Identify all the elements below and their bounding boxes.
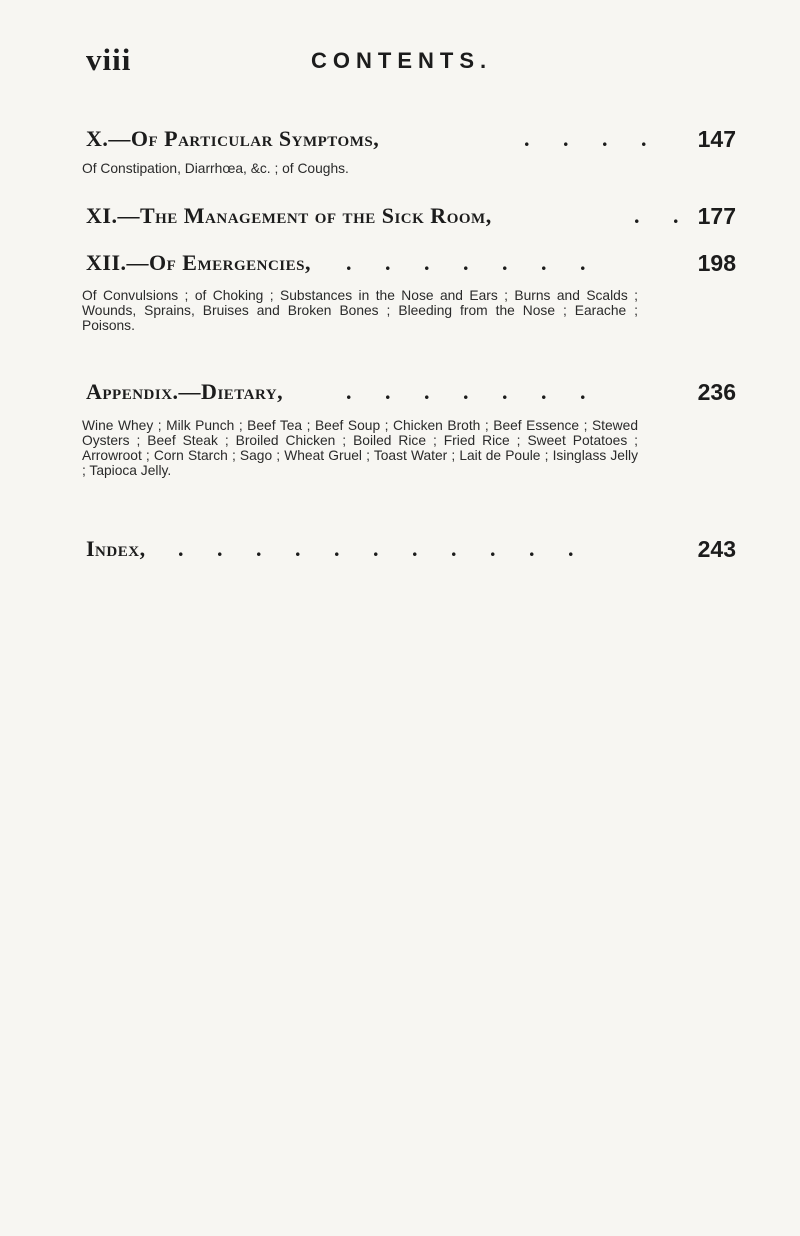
entry-page-number: 236 (697, 379, 736, 405)
dot-leader: . . . . . . . . . . . (178, 536, 588, 561)
entry-page-number: 177 (697, 203, 736, 229)
toc-entry-xi[interactable] (86, 203, 736, 233)
entry-title: X.—Of Particular Symptoms, (86, 126, 380, 151)
toc-entry-index[interactable] (86, 536, 736, 566)
page-number: viii (86, 42, 132, 77)
entry-title: Index, (86, 536, 146, 561)
entry-title: XII.—Of Emergencies, (86, 250, 311, 275)
dot-leader: . . . . (524, 126, 661, 151)
entry-title: XI.—The Management of the Sick Room, (86, 203, 492, 228)
dot-leader: . . (634, 203, 693, 228)
toc-entry-xii[interactable] (86, 250, 736, 280)
toc-entry-x[interactable] (86, 126, 736, 156)
dot-leader: . . . . . . . (346, 379, 600, 404)
dot-leader: . . . . . . . (346, 250, 600, 275)
entry-subtitle: Wine Whey ; Milk Punch ; Beef Tea ; Beef Soup ; Chicken Broth ; Beef Essence ; Stewed Oysters ; Beef Steak ; Broiled Chicken ; Boiled Rice ; Fried Rice ; Sweet Potatoes ; Arrowroot ; Corn Starch ; Sago ; Wheat Gruel ; Toast Water ; Lait de Poule ; Isinglass Jelly ; Tapioca Jelly. (82, 418, 638, 478)
entry-page-number: 198 (697, 250, 736, 276)
entry-subtitle: Of Constipation, Diarrhœa, &c. ; of Coughs. (82, 161, 349, 176)
entry-subtitle: Of Convulsions ; of Choking ; Substances in the Nose and Ears ; Burns and Scalds ; Wounds, Sprains, Bruises and Broken Bones ; Bleeding from the Nose ; Earache ; Poisons. (82, 288, 638, 333)
running-head (86, 42, 736, 82)
entry-title: Appendix.—Dietary, (86, 379, 284, 404)
entry-page-number: 147 (697, 126, 736, 152)
page-title: CONTENTS. (311, 48, 493, 73)
entry-page-number: 243 (697, 536, 736, 562)
toc-entry-appendix[interactable] (86, 379, 736, 409)
